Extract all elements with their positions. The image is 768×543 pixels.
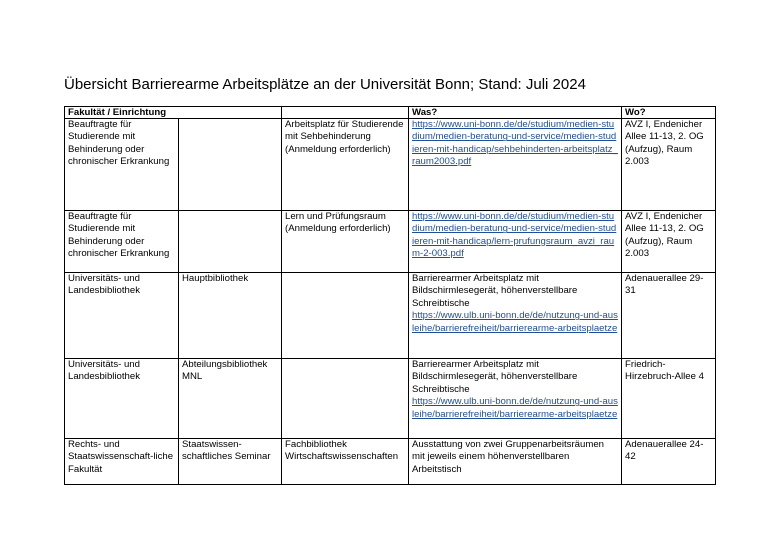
header-faculty: Fakultät / Einrichtung <box>65 107 282 119</box>
header-where: Wo? <box>622 107 716 119</box>
table-row <box>65 211 716 273</box>
info-link[interactable]: https://www.ulb.uni-bonn.de/de/nutzung-und-ausleihe/barrierefreiheit/barrierearme-arbeitsplaetze <box>412 310 618 334</box>
cell-unit: Hauptbibliothek <box>179 273 282 359</box>
info-link[interactable]: https://www.uni-bonn.de/de/studium/medien-studium/medien-beratung-und-service/medien-studieren-mit-handicap/lern-prufungsraum_avzi_raum-2-003.pdf <box>412 211 617 260</box>
cell-type <box>282 273 409 359</box>
what-description: Barrierearmer Arbeitsplatz mit Bildschirmlesegerät, höhenverstellbare Schreibtische <box>412 273 578 309</box>
cell-faculty: Beauftragte für Studierende mit Behinderung oder chronischer Erkrankung <box>65 119 179 211</box>
cell-unit <box>179 119 282 211</box>
cell-faculty: Rechts- und Staatswissenschaft-liche Fakultät <box>65 439 179 485</box>
cell-type <box>282 359 409 439</box>
cell-unit: Staatswissen-schaftliches Seminar <box>179 439 282 485</box>
header-what: Was? <box>409 107 622 119</box>
info-link[interactable]: https://www.uni-bonn.de/de/studium/medien-studium/medien-beratung-und-service/medien-studieren-mit-handicap/sehbehinderten-arbeitsplatz_raum2003.pdf <box>412 119 618 168</box>
cell-faculty: Universitäts- und Landesbibliothek <box>65 359 179 439</box>
cell-where: AVZ I, Endenicher Allee 11-13, 2. OG (Aufzug), Raum 2.003 <box>622 211 716 273</box>
what-description: Barrierearmer Arbeitsplatz mit Bildschirmlesegerät, höhenverstellbare Schreibtische <box>412 359 578 395</box>
cell-where: Adenauerallee 29-31 <box>622 273 716 359</box>
cell-where: Adenauerallee 24-42 <box>622 439 716 485</box>
header-empty <box>282 107 409 119</box>
table-row <box>65 273 716 359</box>
table-row <box>65 359 716 439</box>
cell-what <box>409 359 622 439</box>
document-title: Übersicht Barrierearme Arbeitsplätze an der Universität Bonn; Stand: Juli 2024 <box>64 76 586 93</box>
cell-unit: Abteilungsbibliothek MNL <box>179 359 282 439</box>
table-header-row <box>65 107 716 119</box>
cell-where: AVZ I, Endenicher Allee 11-13, 2. OG (Aufzug), Raum 2.003 <box>622 119 716 211</box>
cell-faculty: Universitäts- und Landesbibliothek <box>65 273 179 359</box>
table-row <box>65 119 716 211</box>
info-link[interactable]: https://www.ulb.uni-bonn.de/de/nutzung-und-ausleihe/barrierefreiheit/barrierearme-arbeitsplaetze <box>412 396 618 420</box>
cell-unit <box>179 211 282 273</box>
cell-type: Fachbibliothek Wirtschaftswissenschaften <box>282 439 409 485</box>
cell-type: Lern und Prüfungsraum (Anmeldung erforderlich) <box>282 211 409 273</box>
cell-what <box>409 273 622 359</box>
cell-what <box>409 119 622 211</box>
table-row <box>65 439 716 485</box>
what-description: Ausstattung von zwei Gruppenarbeitsräumen mit jeweils einem höhenverstellbaren Arbeitstisch <box>412 439 604 475</box>
cell-what <box>409 439 622 485</box>
cell-faculty: Beauftragte für Studierende mit Behinderung oder chronischer Erkrankung <box>65 211 179 273</box>
cell-type: Arbeitsplatz für Studierende mit Sehbehinderung (Anmeldung erforderlich) <box>282 119 409 211</box>
workstations-table <box>64 106 716 485</box>
cell-what <box>409 211 622 273</box>
cell-where: Friedrich-Hirzebruch-Allee 4 <box>622 359 716 439</box>
